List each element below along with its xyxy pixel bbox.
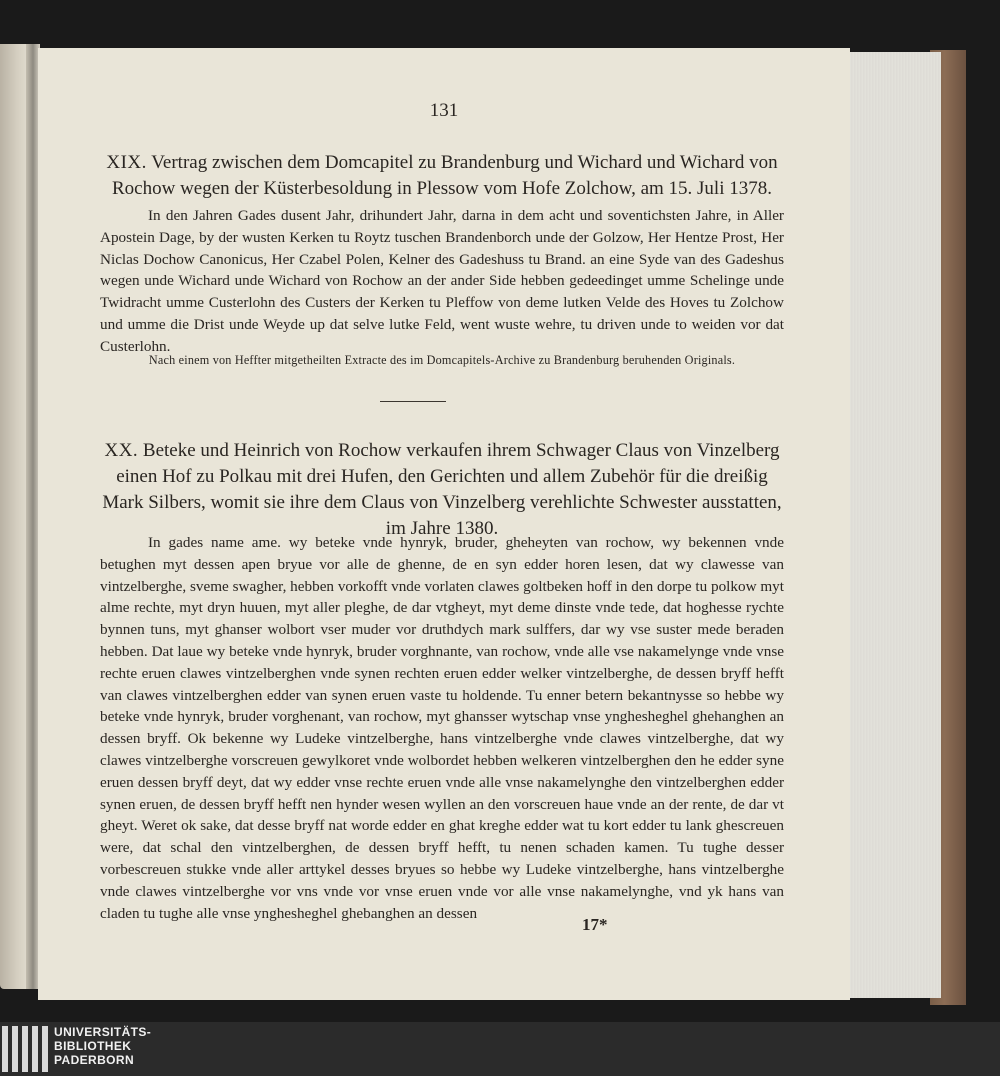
page-number: 131 [429,100,459,121]
section-xx-heading [100,438,784,542]
section-xix-source-note: Nach einem von Heffter mitgetheilten Extracte des im Domcapitels-Archive zu Brandenburg beruhenden Originals. [148,353,736,367]
section-xx-numeral: XX. [104,440,139,461]
library-name-line-1: UNIVERSITÄTS- [54,1025,152,1039]
section-xix-numeral: XIX. [106,152,147,173]
section-xix-title: Vertrag zwischen dem Domcapitel zu Brandenburg und Wichard und Wichard von Rochow wegen der Küsterbesoldung in Plessow vom Hofe Zolchow, am 15. Juli 1378. [112,152,778,199]
section-xx-title-year: im Jahre 1380. [385,518,499,539]
section-divider [380,401,446,402]
library-logo-text [54,1025,151,1067]
library-name-line-3: PADERBORN [54,1053,135,1067]
library-name-line-2: BIBLIOTHEK [54,1039,132,1053]
section-xx-title: Beteke und Heinrich von Rochow verkaufen ihrem Schwager Claus von Vinzelberg einen Hof zu Polkau mit drei Hufen, den Gerichten und allem Zubehör für die dreißig Mark Silbers, womit sie ihre dem Claus von Vinzelberg verehlichte Schwester ausstatten, [102,440,782,513]
section-xx-paragraph: In gades name ame. wy beteke vnde hynryk, bruder, gheheyten van rochow, wy bekennen vnde betughen myt dessen apen bryue vor alle de ghenne, de en syn edder horen lesen, dat wy clawesse van vintzelberghe, sveme swagher, hebben vorkofft vnde vorlaten clawes goltbeken hoff in den dorpe tu polkow myt alme rechte, myt dryn huuen, myt aller pleghe, de dar vtgheyt, myt deme dinste vnde tede, dat hoghesse rychte bynnen tuns, myt ghanser wolbort vser muder vor druthdych mark sulffers, dar wy vse suster mede beraden hebben. Dat laue wy beteke vnde hynryk, bruder vorghnante, van rochow, vnde alle vse nakamelynge vnde vnse rechte eruen clawes vintzelberghen vnde synen rechten eruen edder welker vintzelberghe, de dessen bryff hefft van clawes vintzelberghen edder van synen eruen vaste tu holdende. Tu enner betern bekantnysse so hebbe wy beteke vnde hynryk, bruder vorghenant, van rochow, myt ghansser wytschap vnse ynghesheghel ghehanghen an dessen bryff. Ok bekenne wy Ludeke vintzelberghe, hans vintzelberghe vnde clawes vintzelberghe, dat wy clawes vintzelberghe vorscreuen gewylkoret vnde wolbordet hebben welkeren vintzelberghen den he edder syne eruen dessen bryff deyt, dat wy edder vnse rechte eruen vnde alle vnse nakamelynghe den vintzelberghen edder synen eruen, de dessen bryff hefft nen hynder wesen wyllen an den vorscreuen haue vnde an der rente, de dar vt gheyt. Weret ok sake, dat desse bryff nat worde edder en ghat kreghe edder wat tu kort edder tu lank ghescreuen were, dat schal den vintzelberghen, de dessen bryff hefft, tu nenen schaden kamen. Tu tughe desser vorbescreuen stukke vnde aller arttykel desses bryues so hebbe wy Ludeke vintzelberghe, hans vintzelberghe vnde clawes vintzelberghe vor vns vnde vor vnse eruen vnde vor alle vnse nakamelynghe, vnd yk hans van claden tu tughe alle vnse ynghesheghel ghebanghen an dessen [100,534,784,922]
section-xix-paragraph: In den Jahren Gades dusent Jahr, drihundert Jahr, darna in dem acht und soventichsten Jahre, in Aller Apostein Dage, by der wusten Kerken tu Roytz tuschen Brandenborch unde der Golzow, Her Hentze Prost, Her Niclas Dochow Canonicus, Her Czabel Polen, Kelner des Gadeshuss tu Brand. an eine Syde van des Gadeshus wegen unde Wichard unde Wichard von Rochow an der ander Side hebben gedeedinget umme Schelinge unde Twidracht umme Custerlohn des Custers der Kerken tu Pleffow von deme lutken Velde des Hoves tu Zolchow und umme die Drist unde Weyde up dat selve lutke Feld, went wuste wehre, tu driven unde to weiden vor dat Custerlohn. [100,207,784,355]
signature-mark: 17* [582,915,608,934]
section-xx-body [100,532,784,924]
section-xix-heading [100,150,784,202]
book-page [38,48,850,1000]
library-footer-bar [0,1022,1000,1076]
library-logo-icon [0,1026,48,1072]
page-stack-edges [848,52,941,998]
section-xix-body [100,205,784,358]
